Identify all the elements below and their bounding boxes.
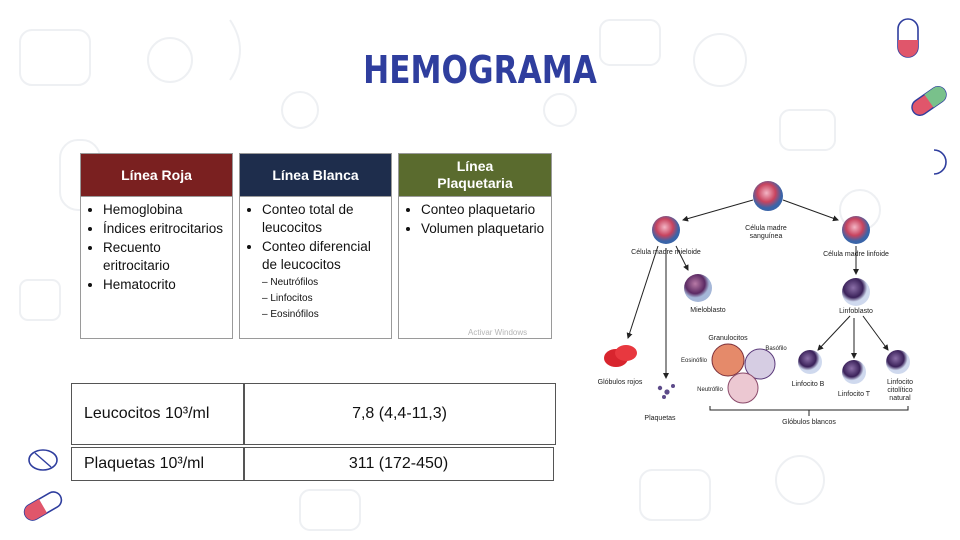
myeloid-label: Célula madre mieloide <box>631 249 701 256</box>
red-blood-cells <box>604 345 637 367</box>
list-item: • Recuento eritrocitario <box>103 239 226 275</box>
red-line-list <box>81 197 232 294</box>
list-item: • Conteo total de leucocitos <box>262 201 385 237</box>
red-line-column <box>80 153 233 339</box>
white-line-header: Línea Blanca <box>240 154 391 197</box>
t-lymphocyte-cell <box>842 360 866 384</box>
myeloblast-label: Mieloblasto <box>690 307 726 314</box>
lymphoid-label: Célula madre linfoide <box>823 251 889 258</box>
list-item-text: Conteo diferencial de leucocitos <box>262 239 371 272</box>
differential-sublist <box>262 274 385 322</box>
pill-icon <box>908 82 950 120</box>
basophil-label: Basófilo <box>765 346 787 352</box>
platelet-cells <box>658 384 675 399</box>
lymphoblast-cell <box>842 278 870 306</box>
t-lymphocyte-label: Linfocito T <box>837 391 871 398</box>
hemogram-lines-table <box>80 153 552 339</box>
rbc-label: Glóbulos rojos <box>597 379 643 386</box>
list-item: • Conteo plaquetario <box>421 201 545 219</box>
b-lymphocyte-label: Linfocito B <box>791 381 825 388</box>
stem-cell <box>753 181 783 211</box>
platelet-header-line1: Línea <box>456 158 494 174</box>
b-lymphocyte-cell <box>798 350 822 374</box>
red-line-header: Línea Roja <box>81 154 232 197</box>
sublist-item: – Linfocitos <box>262 291 385 306</box>
white-line-list <box>240 197 391 322</box>
lymphoid-stem-cell <box>842 216 870 244</box>
eosinophil-cell <box>712 344 744 376</box>
platelet-line-column <box>398 153 552 339</box>
platelets-value-cell <box>243 447 554 481</box>
stem-label-line2: sanguínea <box>749 233 783 240</box>
leukocytes-label: Leucocitos 10³/ml <box>84 405 210 422</box>
list-item: • Hematocrito <box>103 276 226 294</box>
lymphoblast-label: Linfoblasto <box>839 308 873 315</box>
myeloblast-cell <box>684 274 712 302</box>
nk-label-line3: natural <box>889 395 911 402</box>
lab-values-table <box>71 383 556 481</box>
leukocytes-value: 7,8 (4,4-11,3) <box>352 405 447 422</box>
stem-label-line1: Célula madre <box>745 225 787 232</box>
tablet-icon <box>928 148 948 176</box>
sublist-item: – Neutrófilos <box>262 275 385 290</box>
leukocytes-label-cell <box>71 383 245 445</box>
pill-icon <box>897 18 919 58</box>
tablet-icon <box>27 447 59 473</box>
list-item: • Hemoglobina <box>103 201 226 219</box>
leukocytes-value-cell <box>243 383 556 445</box>
nk-label-line2: citolítico <box>887 387 913 394</box>
platelets-value: 311 (172-450) <box>348 455 449 472</box>
neutrophil-label: Neutrófilo <box>697 387 723 393</box>
page-title: HEMOGRAMA <box>363 48 597 92</box>
platelet-line-list <box>399 197 551 238</box>
wbc-label: Glóbulos blancos <box>782 419 836 426</box>
list-item: • Índices eritrocitarios <box>103 220 226 238</box>
neutrophil-cell <box>728 373 758 403</box>
activation-watermark: Activar Windows <box>468 328 528 337</box>
nk-label-line1: Linfocito <box>886 379 914 386</box>
pill-icon <box>20 488 66 524</box>
list-item: • Volumen plaquetario <box>421 220 545 238</box>
nk-lymphocyte-cell <box>886 350 910 374</box>
eosinophil-label: Eosinófilo <box>680 358 708 364</box>
white-line-column <box>239 153 392 339</box>
hematopoiesis-diagram <box>588 178 938 433</box>
platelet-line-header <box>399 154 551 197</box>
granulocytes-label: Granulocitos <box>708 335 748 342</box>
myeloid-stem-cell <box>652 216 680 244</box>
platelets-label: Plaquetas <box>644 415 676 422</box>
platelets-label-cell <box>71 447 245 481</box>
platelet-header-line2: Plaquetaria <box>437 175 513 191</box>
sublist-item: – Eosinófilos <box>262 307 385 322</box>
list-item <box>262 238 385 322</box>
platelets-label: Plaquetas 10³/ml <box>84 455 205 472</box>
